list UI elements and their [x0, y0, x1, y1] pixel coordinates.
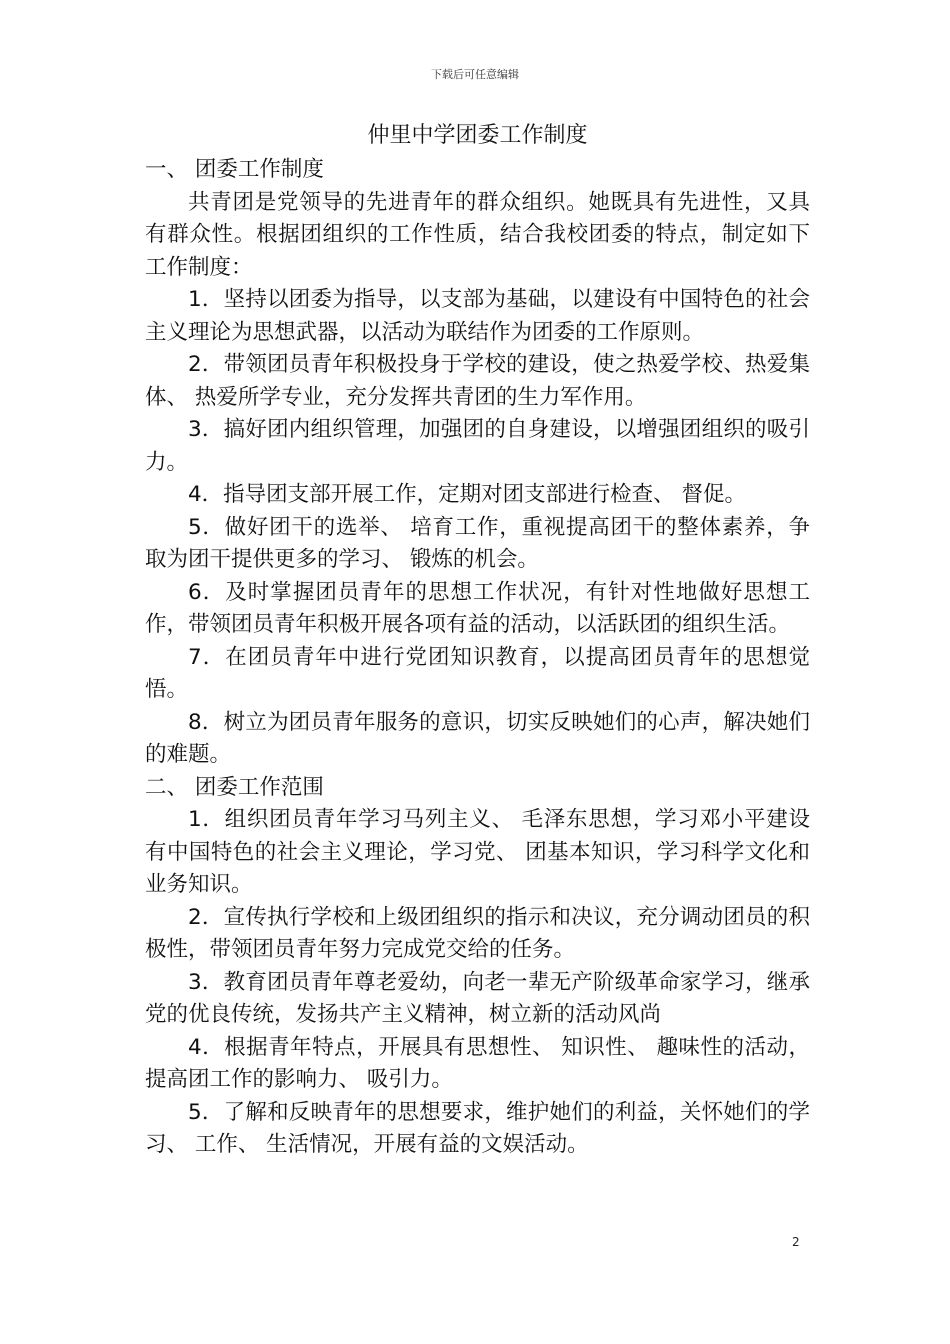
section1-intro: 共青团是党领导的先进青年的群众组织。她既具有先进性，又具有群众性。根据团组织的工作性质，结合我校团委的特点，制定如下工作制度：	[145, 189, 810, 280]
section1-item-8: 8．树立为团员青年服务的意识，切实反映她们的心声，解决她们的难题。	[145, 709, 810, 767]
section2-item-4: 4．根据青年特点，开展具有思想性、 知识性、 趣味性的活动，提高团工作的影响力、 吸引力。	[145, 1034, 810, 1092]
page-number: 2	[792, 1235, 800, 1249]
section1-item-4: 4．指导团支部开展工作，定期对团支部进行检查、 督促。	[188, 482, 747, 507]
section2-item-1: 1．组织团员青年学习马列主义、 毛泽东思想，学习邓小平建设有中国特色的社会主义理论，学习党、 团基本知识，学习科学文化和业务知识。	[145, 807, 810, 897]
section1-item-2: 2．带领团员青年积极投身于学校的建设，使之热爱学校、热爱集体、 热爱所学专业，充分发挥共青团的生力军作用。	[145, 352, 810, 410]
document-body	[145, 118, 810, 1162]
section1-item-6: 6．及时掌握团员青年的思想工作状况，有针对性地做好思想工作，带领团员青年积极开展各项有益的活动，以活跃团的组织生活。	[145, 579, 810, 637]
section1-item-3: 3．搞好团内组织管理，加强团的自身建设，以增强团组织的吸引力。	[145, 417, 810, 475]
section-heading-1: 一、 团委工作制度	[145, 157, 324, 182]
section2-item-5: 5．了解和反映青年的思想要求，维护她们的利益，关怀她们的学习、 工作、 生活情况，开展有益的文娱活动。	[145, 1099, 810, 1157]
section2-item-3: 3．教育团员青年尊老爱幼，向老一辈无产阶级革命家学习，继承党的优良传统，发扬共产主义精神，树立新的活动风尚	[145, 969, 810, 1027]
section-heading-2: 二、 团委工作范围	[145, 774, 324, 800]
section1-item-7: 7．在团员青年中进行党团知识教育，以提高团员青年的思想觉悟。	[145, 644, 810, 702]
section1-item-1: 1．坚持以团委为指导，以支部为基础，以建设有中国特色的社会主义理论为思想武器，以活动为联结作为团委的工作原则。	[145, 287, 810, 345]
document-title: 仲里中学团委工作制度	[367, 123, 588, 148]
section1-item-5: 5．做好团干的选举、 培育工作，重视提高团干的整体素养，争取为团干提供更多的学习、 锻炼的机会。	[145, 514, 810, 572]
page-header-note: 下载后可任意编辑	[431, 68, 519, 81]
section2-item-2: 2．宣传执行学校和上级团组织的指示和决议，充分调动团员的积极性，带领团员青年努力完成党交给的任务。	[145, 904, 810, 962]
